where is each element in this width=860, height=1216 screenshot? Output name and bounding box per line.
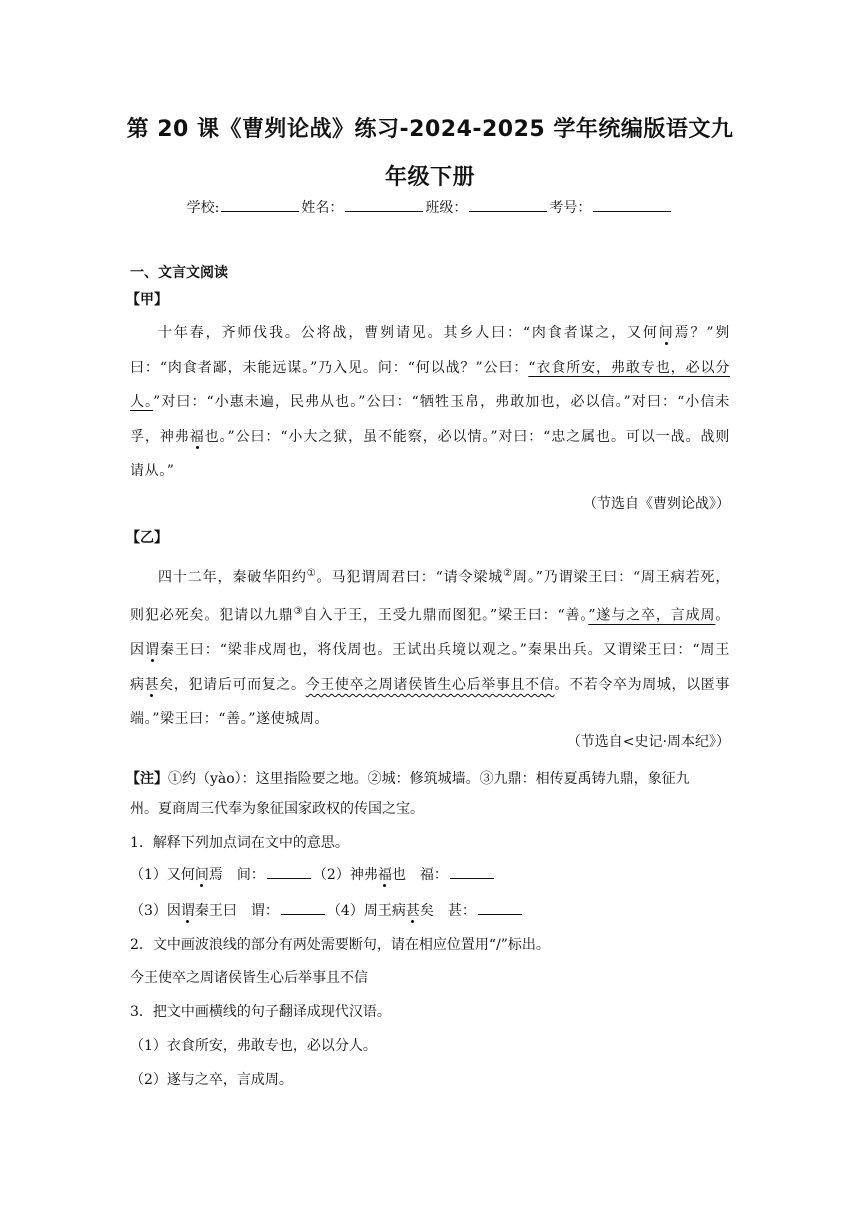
q1-item4-blank[interactable] [478,900,522,915]
question-3-item-2: （2）遂与之卒，言成周。 [130,1072,293,1088]
exam-no-label: 考号： [549,200,592,216]
yi-text-7: 矣，犯请后可而复之。 [159,676,306,693]
passage-jia-label: 【甲】 [126,292,168,308]
jia-text-1: 十年春，齐师伐我。公将战，曹刿请见。其乡人曰：“肉食者谋之，又何 [158,325,659,341]
question-1-row-2 [130,900,730,922]
section-heading-block [126,262,730,311]
q1-item3-dot: 谓 [180,903,195,919]
yi-text-3: 周。”乃谓梁王曰：“周王病若死，则犯必死矣。犯请以九鼎 [130,569,730,624]
underlined-sentence-2: ”遂与之卒，言成周 [588,607,716,624]
q1-item1-blank[interactable] [267,864,311,879]
yi-source: （节选自<史记·周本纪》） [566,734,730,750]
passage-yi [130,557,730,737]
jia-source: （节选自《曹刿论战》） [583,496,730,512]
q1-item1-pre: （1）又何 [130,867,195,883]
class-blank[interactable] [469,197,547,212]
q1-item3-blank[interactable] [281,900,325,915]
dotted-word-wei: 谓 [144,642,160,659]
notes [126,764,730,824]
q1-item4-pre: （4）周王病 [326,903,406,919]
q1-item4-post: 矣 甚： [419,903,476,919]
question-2-sentence: 今王使卒之周诸侯皆生心后举事且不信 [130,970,368,986]
school-blank[interactable] [221,197,299,212]
yi-text-6: 秦王曰：“梁非戍周也，将伐周也。王试出兵境以观之。”秦果出兵。又谓梁王曰：“周王病 [130,642,730,693]
dotted-word-fu: 福 [189,428,205,445]
name-blank[interactable] [345,197,423,212]
question-2-stem: 2．文中画波浪线的部分有两处需要断句，请在相应位置用“/”标出。 [130,937,550,953]
section-heading: 一、文言文阅读 [130,265,228,281]
q1-item2-dot: 福 [377,867,392,883]
question-3-stem: 3．把文中画横线的句子翻译成现代汉语。 [130,1004,391,1020]
note-ref-1: ① [306,568,317,579]
jia-text-4: 也。”公曰：“小大之狱，虽不能察，必以情。”对曰：“忠之属也。可以一战。战则请从。” [130,428,731,479]
passage-yi-label: 【乙】 [126,530,168,546]
yi-text-2: 。马犯谓周君曰：“请令梁城 [316,569,504,586]
q1-item1-post: 焉 间： [208,867,265,883]
q1-item2-pre: （2）神弗 [312,867,378,883]
class-label: 班级： [425,200,468,216]
notes-label: 【注】 [126,771,168,787]
q1-item2-blank[interactable] [450,864,494,879]
document-title: 第 20 课《曹刿论战》练习-2024-2025 学年统编版语文九年级下册 [126,117,734,190]
name-label: 姓名： [301,200,344,216]
jia-text-2: 焉？”刿曰：“肉食者鄙，未能远谋。”乃入见。问：“何以战？”公曰： [130,325,731,376]
q1-item1-dot: 间 [194,867,209,883]
q1-item2-post: 也 福： [391,867,448,883]
note-ref-2: ② [503,568,513,579]
question-1-stem: 1．解释下列加点词在文中的意思。 [130,835,349,851]
yi-text-1: 四十二年，秦破华阳约 [158,569,307,586]
dotted-word-jian: 间 [658,325,675,341]
yi-text-4: 自入于王，王受九鼎而图犯。”梁王曰：“善。 [303,607,589,624]
dotted-word-shen: 甚 [144,676,160,693]
notes-text-2: 州。夏商周三代奉为象征国家政权的传国之宝。 [130,801,424,817]
q1-item4-dot: 甚 [405,903,420,919]
yi-text-8: 。不若令卒为周城，以匿事端。”梁王曰：“善。”遂使城周。 [130,676,730,728]
notes-text-1: ①约（yào）：这里指险要之地。②城：修筑城墙。③九鼎：相传夏禹铸九鼎，象征九 [168,771,690,787]
question-1-row-1 [130,864,730,886]
exam-no-blank[interactable] [593,197,671,212]
student-info-line [0,197,860,219]
q1-item3-pre: （3）因 [130,903,181,919]
yi-text-5: 。因 [130,607,730,659]
passage-jia [130,316,730,489]
question-3-item-1: （1）衣食所安，弗敢专也，必以分人。 [130,1038,377,1054]
wavy-sentence: 今王使卒之周诸侯皆生心后举事且不信 [305,676,555,693]
school-label: 学校: [186,200,220,216]
q1-item3-post: 秦王曰 谓： [194,903,279,919]
note-ref-3: ③ [293,606,304,618]
underlined-sentence-1: “衣食所安，弗敢专也，必以分人。 [130,359,731,410]
jia-text-3: ”对曰：“小惠未遍，民弗从也。”公曰：“牺牲玉帛，弗敢加也，必以信。”对曰：“小信未孚，神弗 [130,394,730,445]
